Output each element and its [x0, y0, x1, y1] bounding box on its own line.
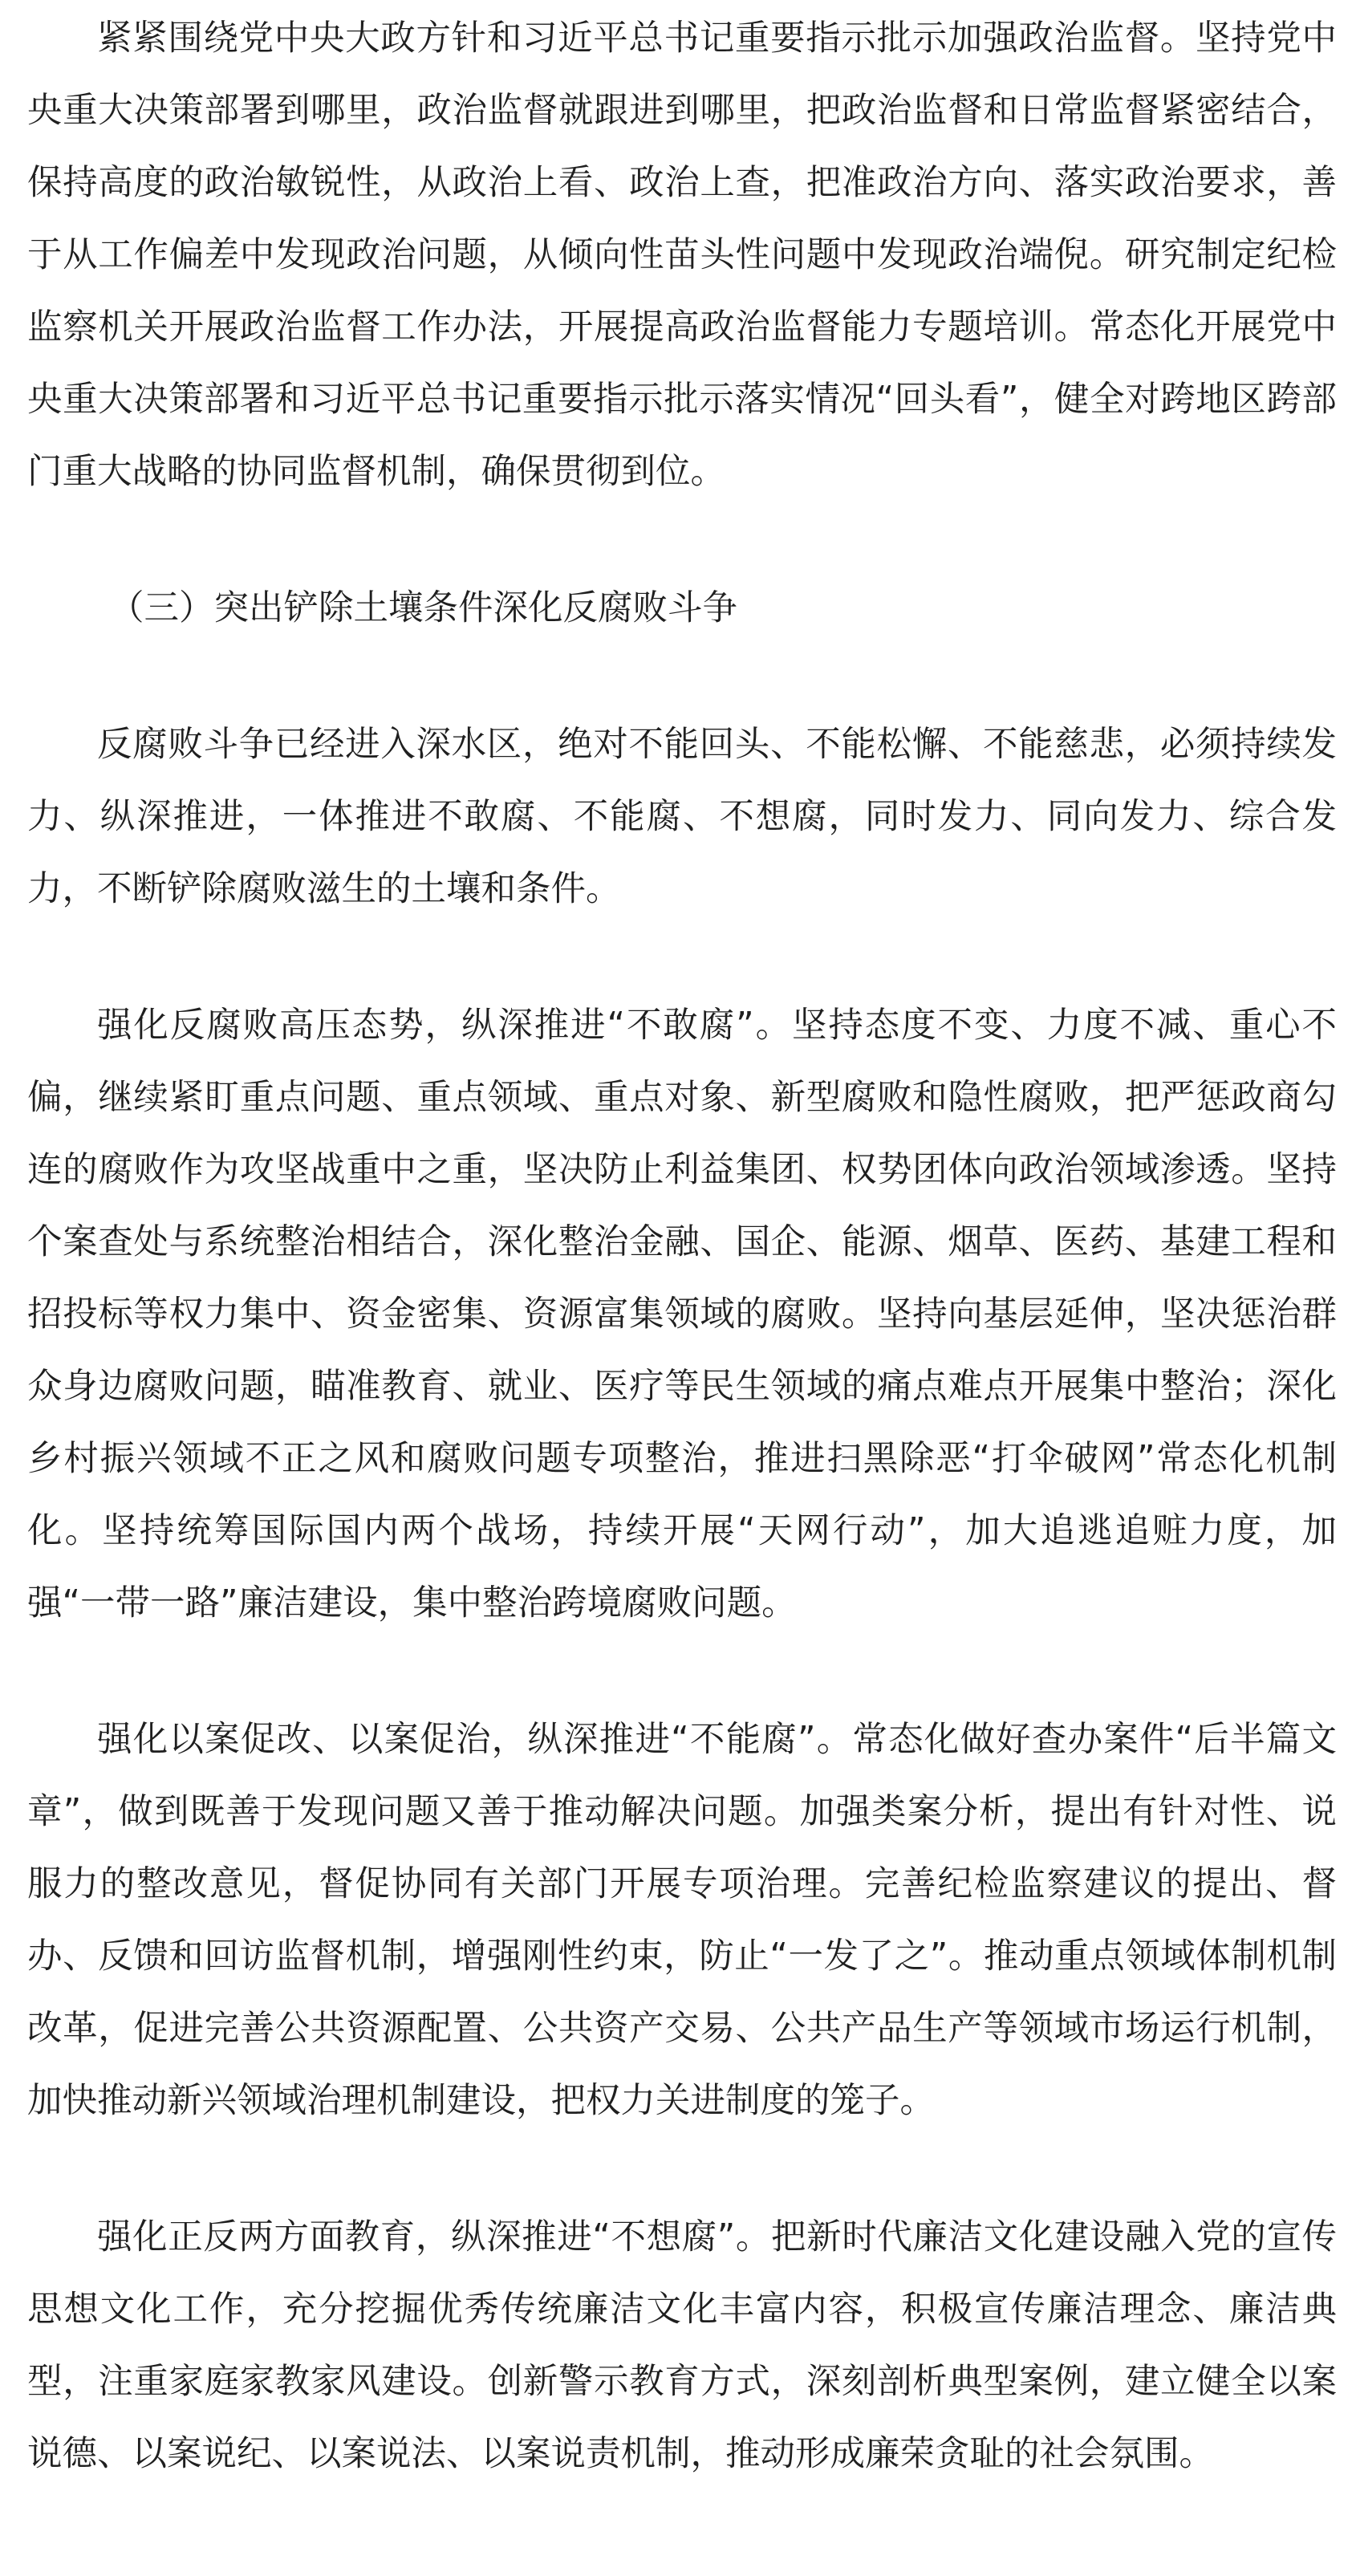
section-heading-3: （三）突出铲除土壤条件深化反腐败斗争: [109, 588, 737, 628]
paragraph-buneng-fu: 强化以案促改、以案促治，纵深推进“不能腐”。常态化做好查办案件“后半篇文章”，做到既善于发现问题又善于推动解决问题。加强类案分析，提出有针对性、说服力的整改意见，督促协同有关部门开展专项治理。完善纪检监察建议的提出、督办、反馈和回访监督机制，增强刚性约束，防止“一发了之”。推动重点领域体制机制改革，促进完善公共资源配置、公共资产交易、公共产品生产等领域市场运行机制，加快推动新兴领域治理机制建设，把权力关进制度的笼子。: [27, 1720, 1337, 2121]
paragraph-buxiang-fu: 强化正反两方面教育，纵深推进“不想腐”。把新时代廉洁文化建设融入党的宣传思想文化工作，充分挖掘优秀传统廉洁文化丰富内容，积极宣传廉洁理念、廉洁典型，注重家庭家教家风建设。创新警示教育方式，深刻剖析典型案例，建立健全以案说德、以案说纪、以案说法、以案说责机制，推动形成廉荣贪耻的社会氛围。: [27, 2217, 1337, 2474]
paragraph-anti-corruption-intro: 反腐败斗争已经进入深水区，绝对不能回头、不能松懈、不能慈悲，必须持续发力、纵深推进，一体推进不敢腐、不能腐、不想腐，同时发力、同向发力、综合发力，不断铲除腐败滋生的土壤和条件。: [27, 725, 1337, 909]
paragraph-bugan-fu: 强化反腐败高压态势，纵深推进“不敢腐”。坚持态度不变、力度不减、重心不偏，继续紧盯重点问题、重点领域、重点对象、新型腐败和隐性腐败，把严惩政商勾连的腐败作为攻坚战重中之重，坚决防止利益集团、权势团体向政治领域渗透。坚持个案查处与系统整治相结合，深化整治金融、国企、能源、烟草、医药、基建工程和招投标等权力集中、资金密集、资源富集领域的腐败。坚持向基层延伸，坚决惩治群众身边腐败问题，瞄准教育、就业、医疗等民生领域的痛点难点开展集中整治；深化乡村振兴领域不正之风和腐败问题专项整治，推进扫黑除恶“打伞破网”常态化机制化。坚持统筹国际国内两个战场，持续开展“天网行动”，加大追逃追赃力度，加强“一带一路”廉洁建设，集中整治跨境腐败问题。: [27, 1006, 1337, 1623]
article-body: [27, 0, 1337, 2490]
paragraph-political-supervision: 紧紧围绕党中央大政方针和习近平总书记重要指示批示加强政治监督。坚持党中央重大决策部署到哪里，政治监督就跟进到哪里，把政治监督和日常监督紧密结合，保持高度的政治敏锐性，从政治上看、政治上查，把准政治方向、落实政治要求，善于从工作偏差中发现政治问题，从倾向性苗头性问题中发现政治端倪。研究制定纪检监察机关开展政治监督工作办法，开展提高政治监督能力专题培训。常态化开展党中央重大决策部署和习近平总书记重要指示批示落实情况“回头看”，健全对跨地区跨部门重大战略的协同监督机制，确保贯彻到位。: [27, 18, 1337, 492]
